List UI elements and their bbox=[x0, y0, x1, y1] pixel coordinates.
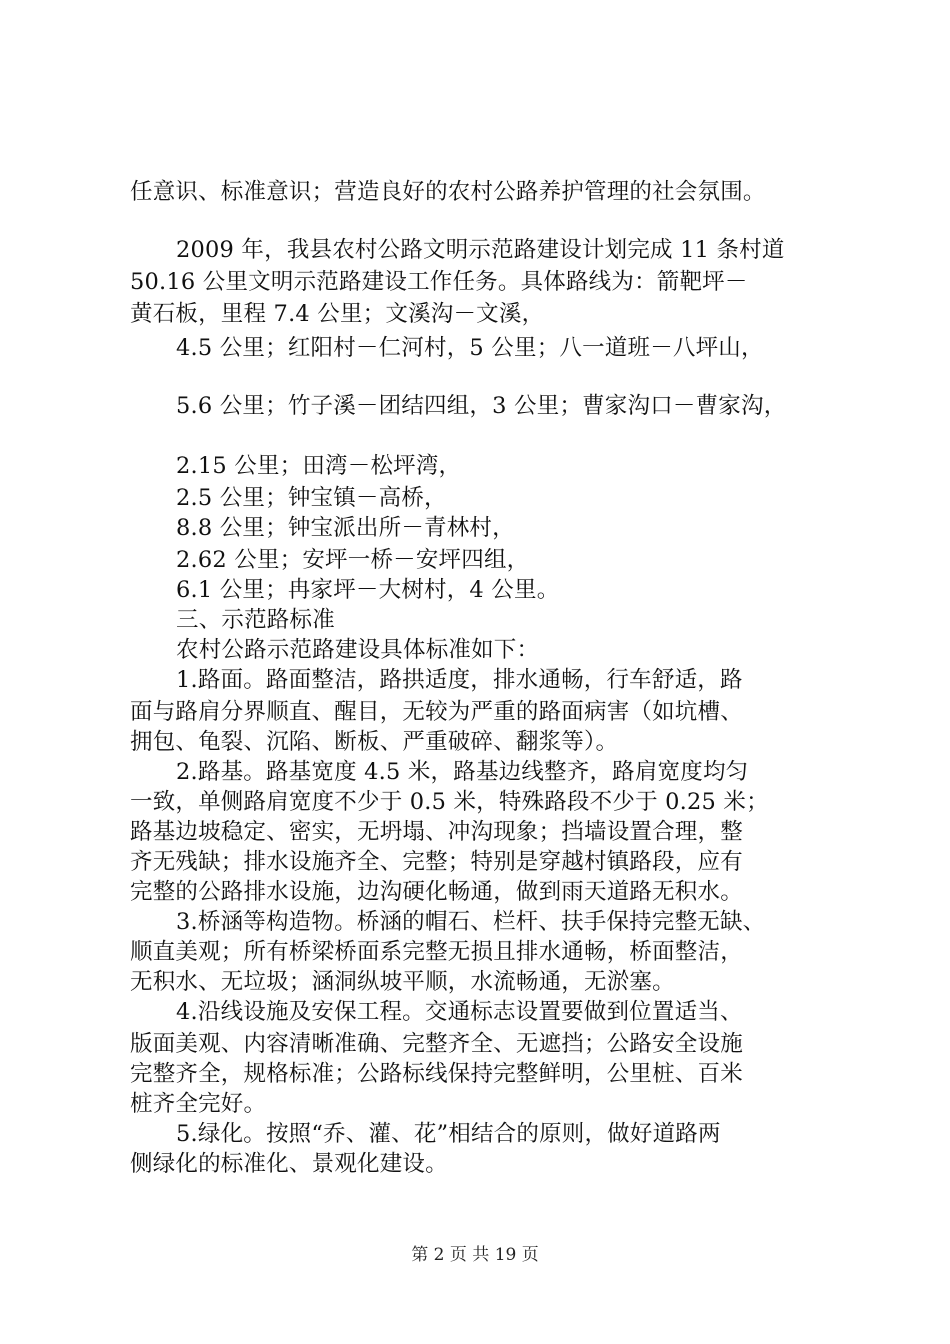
text-line: 8.8 公里；钟宝派出所－青林村， bbox=[176, 515, 515, 541]
text-line: 顺直美观；所有桥梁桥面系完整无损且排水通畅，桥面整洁， bbox=[130, 939, 743, 965]
text-line: 2.62 公里；安坪一桥－安坪四组， bbox=[176, 547, 530, 573]
text-line: 版面美观、内容清晰准确、完整齐全、无遮挡；公路安全设施 bbox=[130, 1031, 743, 1057]
text-line: 5.绿化。按照“乔、灌、花”相结合的原则，做好道路两 bbox=[176, 1121, 721, 1147]
text-line: 2009 年，我县农村公路文明示范路建设计划完成 11 条村道 bbox=[176, 237, 785, 263]
text-line: 任意识、标准意识；营造良好的农村公路养护管理的社会氛围。 bbox=[130, 179, 766, 205]
page-footer bbox=[0, 1244, 950, 1266]
page-number-label: 第 2 页 共 19 页 bbox=[411, 1245, 539, 1265]
text-line: 完整的公路排水设施，边沟硬化畅通，做到雨天道路无积水。 bbox=[130, 879, 743, 905]
text-line: 桩齐全完好。 bbox=[130, 1091, 267, 1117]
section-heading: 三、示范路标准 bbox=[176, 607, 335, 633]
text-line: 2.15 公里；田湾－松坪湾， bbox=[176, 453, 462, 479]
text-line: 1.路面。路面整洁，路拱适度，排水通畅，行车舒适，路 bbox=[176, 667, 743, 693]
text-line: 一致，单侧路肩宽度不少于 0.5 米，特殊路段不少于 0.25 米； bbox=[130, 789, 769, 815]
text-line: 侧绿化的标准化、景观化建设。 bbox=[130, 1151, 448, 1177]
text-line: 完整齐全，规格标准；公路标线保持完整鲜明，公里桩、百米 bbox=[130, 1061, 743, 1087]
text-line: 黄石板，里程 7.4 公里；文溪沟－文溪， bbox=[130, 301, 545, 327]
text-line: 拥包、龟裂、沉陷、断板、严重破碎、翻浆等）。 bbox=[130, 729, 619, 755]
text-line: 路基边坡稳定、密实，无坍塌、冲沟现象；挡墙设置合理，整 bbox=[130, 819, 743, 845]
text-line: 齐无残缺；排水设施齐全、完整；特别是穿越村镇路段，应有 bbox=[130, 849, 743, 875]
text-line: 5.6 公里；竹子溪－团结四组，3 公里；曹家沟口－曹家沟， bbox=[176, 393, 787, 419]
text-line: 无积水、无垃圾；涵洞纵坡平顺，水流畅通，无淤塞。 bbox=[130, 969, 675, 995]
text-line: 2.路基。路基宽度 4.5 米，路基边线整齐，路肩宽度均匀 bbox=[176, 759, 749, 785]
text-line: 4.5 公里；红阳村－仁河村，5 公里；八一道班－八坪山， bbox=[176, 335, 764, 361]
text-line: 面与路肩分界顺直、醒目，无较为严重的路面病害（如坑槽、 bbox=[130, 699, 743, 725]
text-line: 2.5 公里；钟宝镇－高桥， bbox=[176, 485, 447, 511]
text-line: 6.1 公里；冉家坪－大树村，4 公里。 bbox=[176, 577, 560, 603]
text-line: 50.16 公里文明示范路建设工作任务。具体路线为：箭靶坪－ bbox=[130, 269, 748, 295]
text-line: 3.桥涵等构造物。桥涵的帽石、栏杆、扶手保持完整无缺、 bbox=[176, 909, 766, 935]
text-line: 农村公路示范路建设具体标准如下： bbox=[176, 637, 540, 663]
text-line: 4.沿线设施及安保工程。交通标志设置要做到位置适当、 bbox=[176, 999, 743, 1025]
